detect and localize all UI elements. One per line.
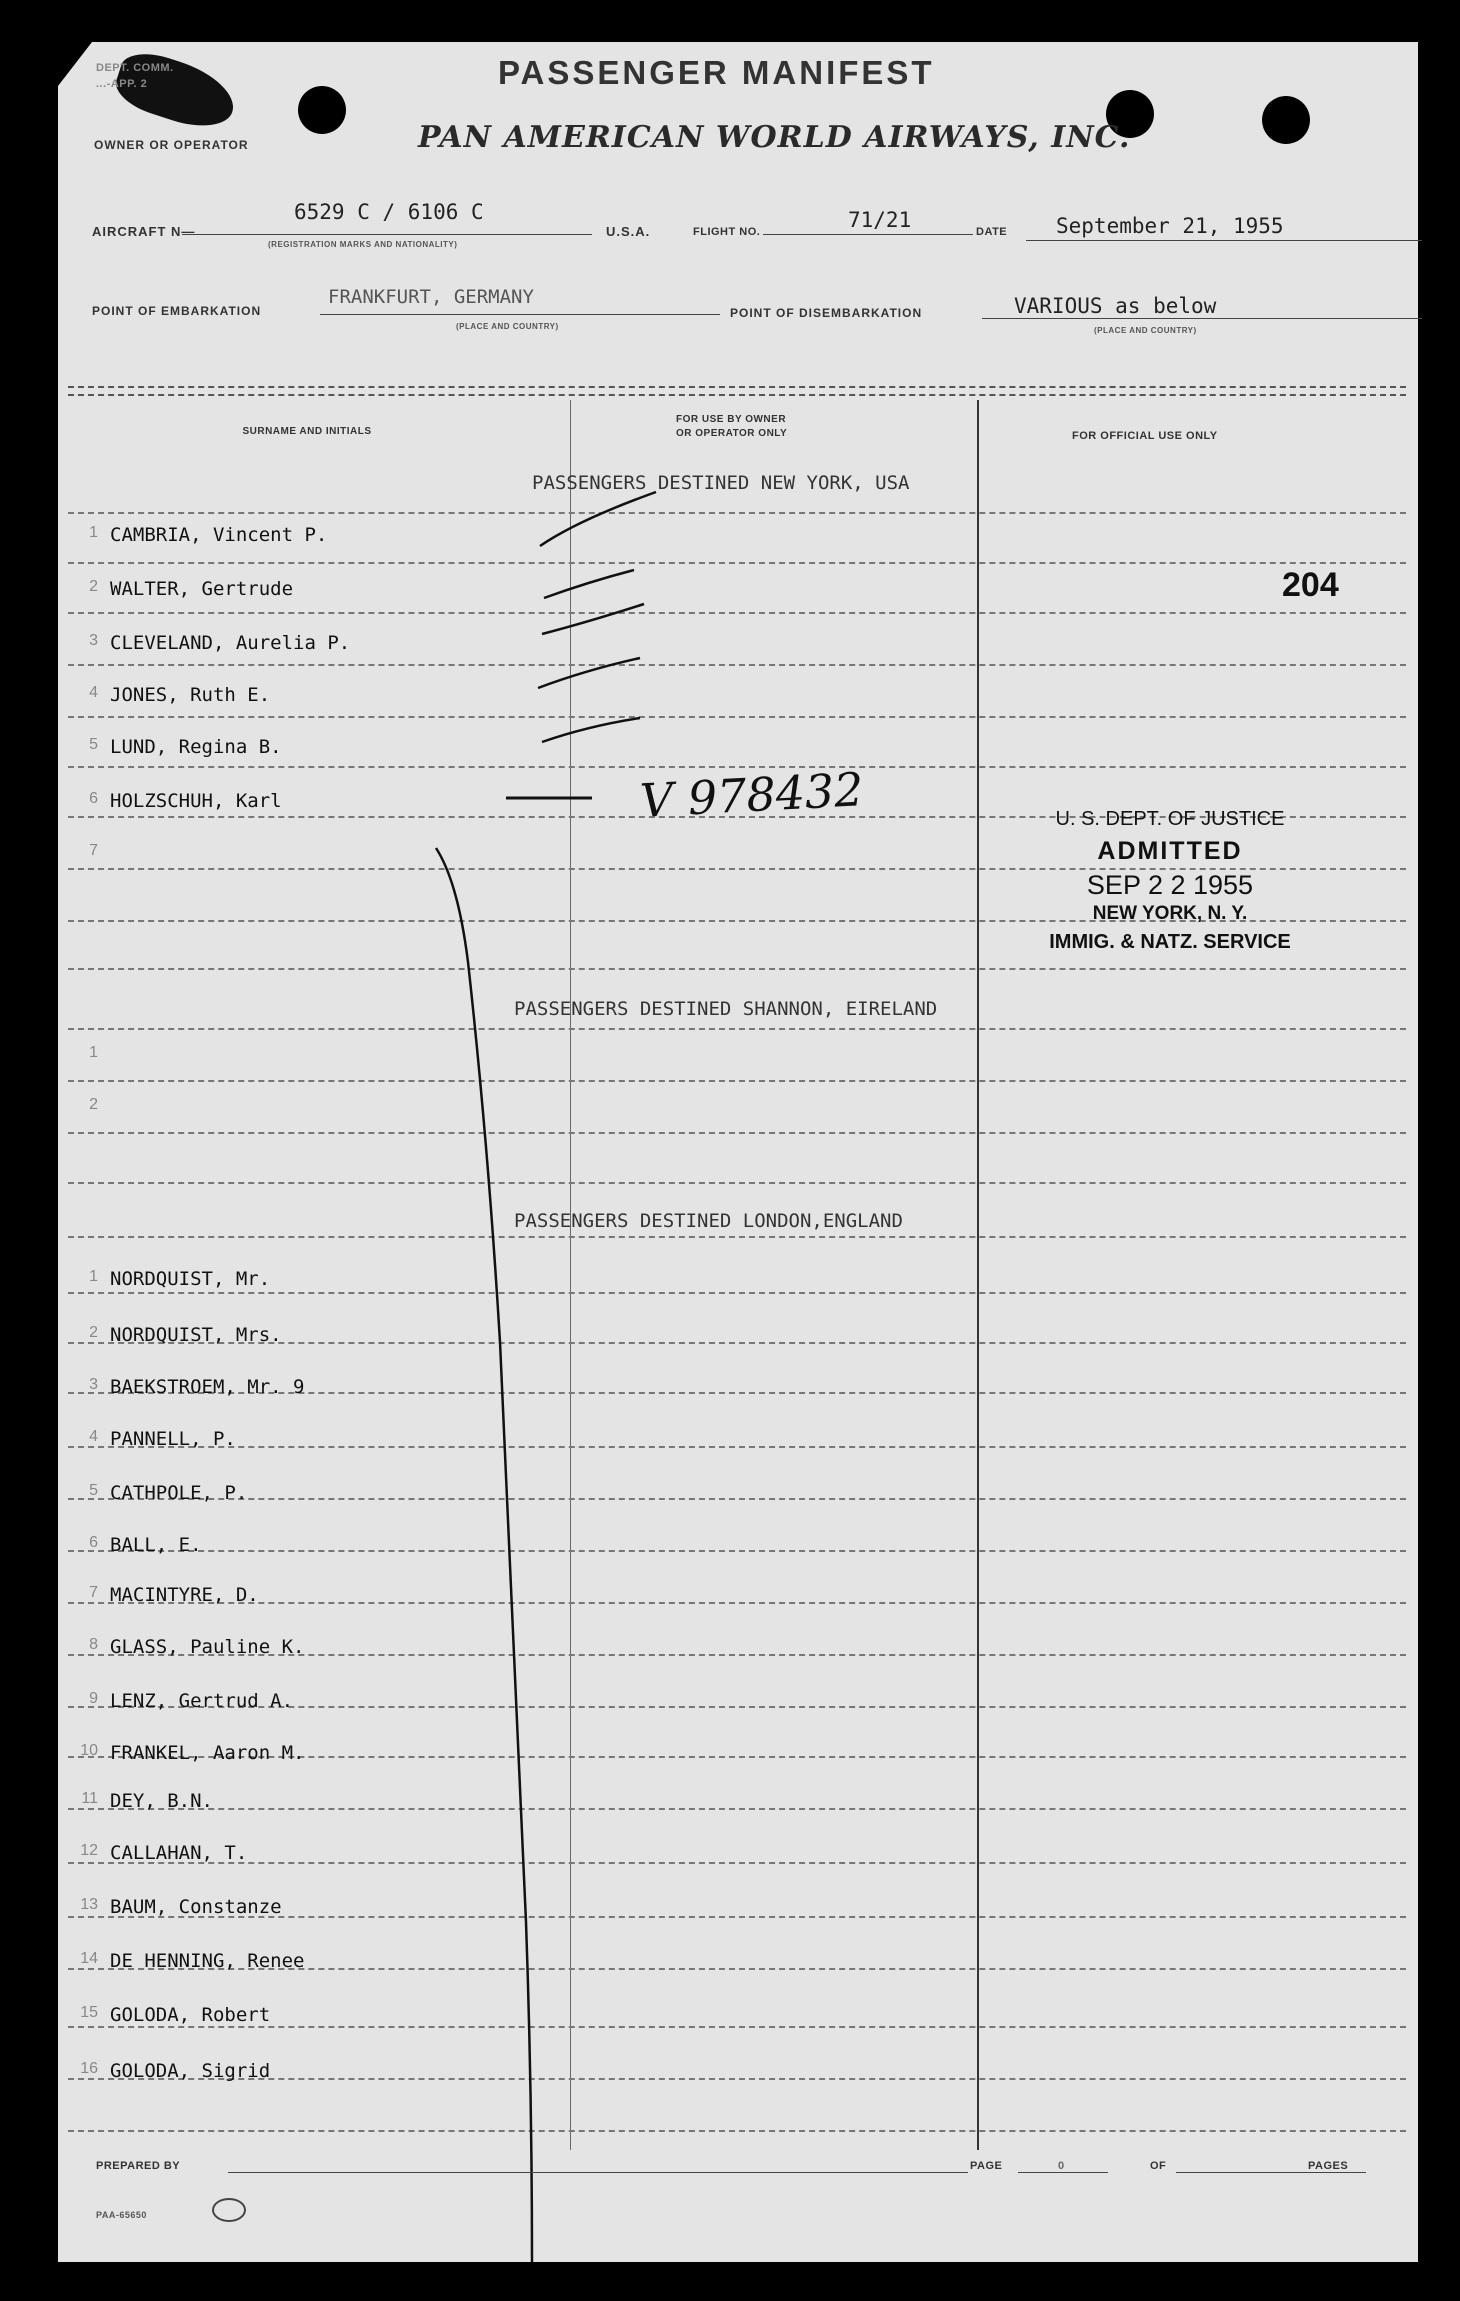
- disembark-value: VARIOUS as below: [1014, 294, 1217, 318]
- passenger-name: FRANKEL, Aaron M.: [110, 1742, 305, 1764]
- passenger-name: LENZ, Gertrud A.: [110, 1690, 294, 1712]
- passenger-name: CATHPOLE, P.: [110, 1482, 248, 1504]
- passenger-name: BALL, E.: [110, 1534, 202, 1556]
- header-owner-use-2: OR OPERATOR ONLY: [676, 428, 788, 439]
- passenger-name: DE HENNING, Renee: [110, 1950, 305, 1972]
- long-vertical-stroke: [436, 848, 532, 2262]
- passenger-row-number: 16: [80, 2060, 98, 2077]
- passenger-name: BAEKSTROEM, Mr. 9: [110, 1376, 305, 1398]
- check-mark-4: [538, 658, 640, 688]
- usa-label: U.S.A.: [606, 224, 651, 239]
- passenger-row-number: 10: [80, 1742, 98, 1759]
- passenger-row-number: 1: [89, 524, 98, 541]
- passenger-name: CALLAHAN, T.: [110, 1842, 248, 1864]
- passenger-row-number: 2: [89, 1324, 98, 1341]
- embark-caption: (PLACE AND COUNTRY): [456, 322, 559, 331]
- section-shannon: PASSENGERS DESTINED SHANNON, EIRELAND: [514, 998, 938, 1020]
- corner-form-line2: ...-APP. 2: [96, 78, 148, 90]
- passenger-row-number: 7: [89, 842, 98, 859]
- header-surname: SURNAME AND INITIALS: [242, 426, 372, 437]
- stamp-line5: IMMIG. & NATZ. SERVICE: [1049, 931, 1291, 953]
- passenger-name: WALTER, Gertrude: [110, 578, 294, 600]
- date-value: September 21, 1955: [1056, 214, 1284, 238]
- passenger-name: NORDQUIST, Mrs.: [110, 1324, 282, 1346]
- aircraft-label: AIRCRAFT N—: [92, 224, 196, 239]
- passenger-row-number: 4: [89, 684, 98, 701]
- passenger-row-number: 3: [89, 1376, 98, 1393]
- passenger-row-number: 9: [89, 1690, 98, 1707]
- passenger-row-number: 3: [89, 632, 98, 649]
- passenger-name: HOLZSCHUH, Karl: [110, 790, 282, 812]
- manifest-page: [58, 42, 1418, 2262]
- passenger-row-number: 4: [89, 1428, 98, 1445]
- passenger-row-number: 12: [80, 1842, 98, 1859]
- passenger-row-number: 6: [89, 790, 98, 807]
- passenger-row-number: 2: [89, 1096, 98, 1113]
- aircraft-value: 6529 C / 6106 C: [294, 200, 484, 224]
- union-label-icon: [212, 2198, 246, 2222]
- passenger-name: CLEVELAND, Aurelia P.: [110, 632, 351, 654]
- handwritten-checkmarks: [58, 42, 1418, 2262]
- passenger-row-number: 6: [89, 1534, 98, 1551]
- disembark-caption: (PLACE AND COUNTRY): [1094, 326, 1197, 335]
- owner-label: OWNER OR OPERATOR: [94, 138, 249, 152]
- footer-form-code: PAA-65650: [96, 2210, 147, 2220]
- corner-form-line1: DEPT. COMM.: [96, 62, 174, 74]
- passenger-row-number: 1: [89, 1268, 98, 1285]
- passenger-name: MACINTYRE, D.: [110, 1584, 259, 1606]
- passenger-row-number: 8: [89, 1636, 98, 1653]
- passenger-row-number: 5: [89, 1482, 98, 1499]
- passenger-name: DEY, B.N.: [110, 1790, 213, 1812]
- check-mark-1: [540, 492, 656, 546]
- passenger-row-number: 15: [80, 2004, 98, 2021]
- footer-prepared-label: PREPARED BY: [96, 2160, 181, 2172]
- footer-prepared-line: [228, 2172, 968, 2173]
- stamp-line2: ADMITTED: [1097, 837, 1243, 865]
- passenger-row-number: 1: [89, 1044, 98, 1061]
- footer-of-label: OF: [1150, 2160, 1167, 2172]
- handwritten-number: 204: [1282, 566, 1339, 604]
- handwritten-visa: V 978432: [638, 762, 865, 828]
- footer-page-line: [1018, 2172, 1108, 2173]
- passenger-name: GLASS, Pauline K.: [110, 1636, 305, 1658]
- stamp-line1: U. S. DEPT. OF JUSTICE: [1055, 808, 1285, 830]
- footer-page-num: 0: [1058, 2160, 1065, 2172]
- header-owner-use-1: FOR USE BY OWNER: [676, 414, 787, 425]
- page-title: PASSENGER MANIFEST: [498, 54, 935, 91]
- disembark-label: POINT OF DISEMBARKATION: [730, 306, 923, 320]
- footer-page-label: PAGE: [970, 2160, 1003, 2172]
- check-mark-2: [544, 570, 634, 598]
- check-mark-3: [542, 604, 644, 634]
- operator-name: PAN AMERICAN WORLD AIRWAYS, INC.: [418, 120, 1131, 155]
- passenger-row-number: 7: [89, 1584, 98, 1601]
- passenger-name: GOLODA, Sigrid: [110, 2060, 271, 2082]
- section-london: PASSENGERS DESTINED LONDON,ENGLAND: [514, 1210, 903, 1232]
- passenger-row-number: 14: [80, 1950, 98, 1967]
- aircraft-caption: (REGISTRATION MARKS AND NATIONALITY): [268, 240, 458, 249]
- admitted-stamp: [1000, 808, 1340, 954]
- passenger-name: BAUM, Constanze: [110, 1896, 282, 1918]
- check-mark-5: [542, 718, 640, 742]
- header-official: FOR OFFICIAL USE ONLY: [1072, 430, 1218, 442]
- flight-value: 71/21: [848, 208, 912, 232]
- stamp-line3: SEP 2 2 1955: [1086, 870, 1254, 900]
- date-label: DATE: [976, 226, 1008, 238]
- embark-label: POINT OF EMBARKATION: [92, 304, 262, 318]
- passenger-name: NORDQUIST, Mr.: [110, 1268, 271, 1290]
- flight-label: FLIGHT NO.: [693, 226, 761, 238]
- passenger-name: GOLODA, Robert: [110, 2004, 271, 2026]
- passenger-name: JONES, Ruth E.: [110, 684, 271, 706]
- stamp-line4: NEW YORK, N. Y.: [1092, 903, 1248, 924]
- passenger-name: PANNELL, P.: [110, 1428, 236, 1450]
- passenger-row-number: 13: [80, 1896, 98, 1913]
- section-new-york: PASSENGERS DESTINED NEW YORK, USA: [532, 472, 910, 494]
- footer-pages-label: PAGES: [1308, 2160, 1349, 2172]
- embark-value: FRANKFURT, GERMANY: [328, 286, 534, 308]
- passenger-name: LUND, Regina B.: [110, 736, 282, 758]
- passenger-row-number: 5: [89, 736, 98, 753]
- passenger-row-number: 2: [89, 578, 98, 595]
- passenger-row-number: 11: [81, 1790, 98, 1807]
- footer-of-line: [1176, 2172, 1366, 2173]
- passenger-name: CAMBRIA, Vincent P.: [110, 524, 328, 546]
